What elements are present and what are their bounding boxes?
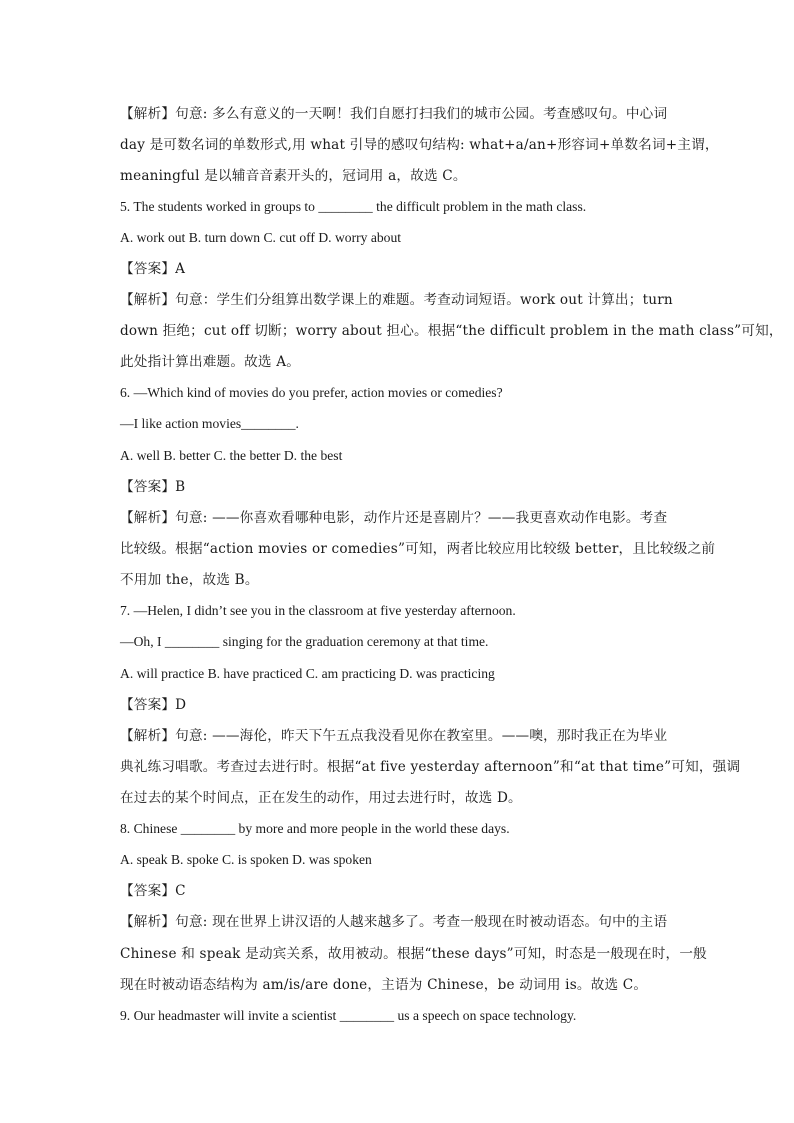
explanation-line: 现在时被动语态结构为 am/is/are done，主语为 Chinese，be 动词用 is。故选 C。 [120, 977, 648, 993]
question-6: 6. —Which kind of movies do you prefer, action movies or comedies? [120, 385, 503, 400]
explanation-line: 【解析】句意: ——海伦，昨天下午五点我没看见你在教室里。——噢，那时我正在为毕业 [120, 728, 668, 744]
answer-7: 【答案】D [120, 697, 187, 713]
question-7-reply: —Oh, I ________ singing for the graduation ceremony at that time. [120, 634, 489, 649]
explanation-line: 【解析】句意: 现在世界上讲汉语的人越来越多了。考查一般现在时被动语态。句中的主语 [120, 914, 668, 930]
explanation-line: meaningful 是以辅音音素开头的，冠词用 a，故选 C。 [120, 168, 467, 184]
question-5: 5. The students worked in groups to ________ the difficult problem in the math class. [120, 199, 587, 214]
explanation-line: 此处指计算出难题。故选 A。 [120, 354, 301, 370]
answer-6: 【答案】B [120, 479, 186, 495]
answer-8: 【答案】C [120, 883, 186, 899]
explanation-line: Chinese 和 speak 是动宾关系，故用被动。根据“these days”可知，时态是一般现在时，一般 [120, 946, 707, 962]
question-7: 7. —Helen, I didn’t see you in the classroom at five yesterday afternoon. [120, 603, 516, 618]
question-7-options: A. will practice B. have practiced C. am practicing D. was practicing [120, 666, 495, 681]
question-6-options: A. well B. better C. the better D. the best [120, 448, 343, 463]
explanation-line: 【解析】句意: 多么有意义的一天啊！我们自愿打扫我们的城市公园。考查感叹句。中心词 [120, 106, 668, 122]
question-5-options: A. work out B. turn down C. cut off D. worry about [120, 230, 402, 245]
explanation-line: 不用加 the，故选 B。 [120, 572, 259, 588]
answer-5: 【答案】A [120, 261, 186, 277]
explanation-line: 比较级。根据“action movies or comedies”可知，两者比较应用比较级 better，且比较级之前 [120, 541, 716, 557]
explanation-line: 【解析】句意：学生们分组算出数学课上的难题。考查动词短语。work out 计算出；turn [120, 292, 673, 308]
explanation-line: 典礼练习唱歌。考查过去进行时。根据“at five yesterday afternoon”和“at that time”可知，强调 [120, 759, 741, 775]
question-8-options: A. speak B. spoke C. is spoken D. was spoken [120, 852, 372, 867]
question-8: 8. Chinese ________ by more and more people in the world these days. [120, 821, 510, 836]
explanation-line: day 是可数名词的单数形式,用 what 引导的感叹句结构: what+a/an+形容词+单数名词+主谓， [120, 137, 719, 153]
question-6-reply: —I like action movies________. [120, 416, 299, 431]
question-9: 9. Our headmaster will invite a scientist ________ us a speech on space technology. [120, 1008, 577, 1023]
explanation-line: 【解析】句意: ——你喜欢看哪种电影，动作片还是喜剧片？——我更喜欢动作电影。考查 [120, 510, 668, 526]
explanation-line: down 拒绝；cut off 切断；worry about 担心。根据“the difficult problem in the math class”可知， [120, 323, 783, 339]
explanation-line: 在过去的某个时间点，正在发生的动作，用过去进行时，故选 D。 [120, 790, 522, 806]
